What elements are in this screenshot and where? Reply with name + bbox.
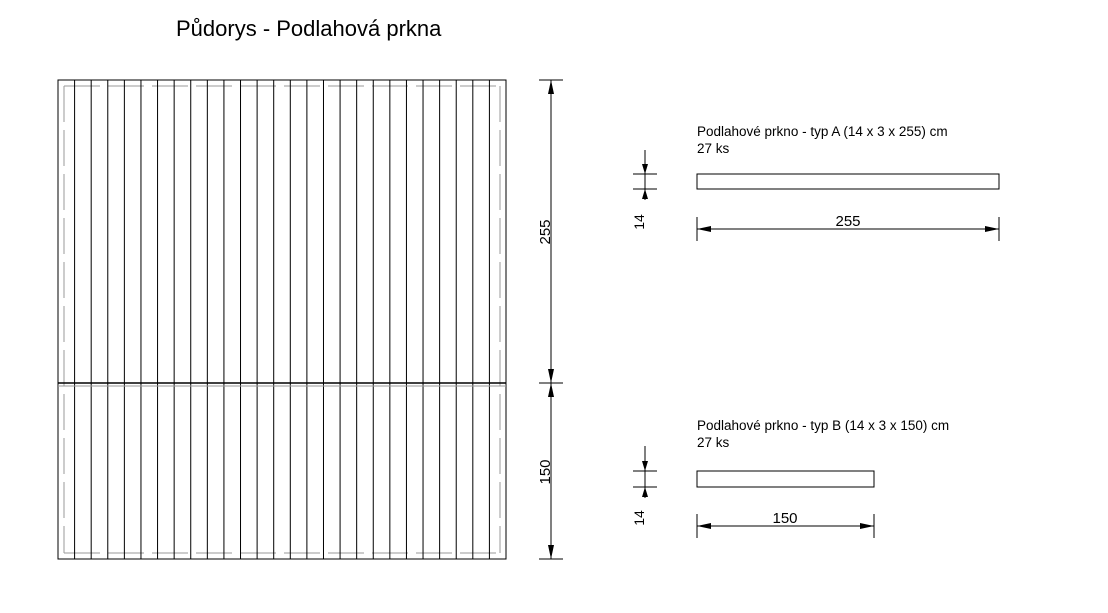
plan-vertical-dimension: [537, 80, 563, 559]
plan-dim-upper: 255: [537, 219, 554, 245]
board-b-count: 27 ks: [697, 435, 730, 450]
board-b-length-dim: 150: [772, 510, 798, 527]
plan-dim-lower: 150: [537, 459, 554, 485]
board-b-detail: [631, 418, 949, 538]
board-a-length-dim: 255: [835, 213, 861, 230]
board-a-detail: [631, 124, 999, 241]
plank-lines: [75, 80, 490, 559]
board-a-shape: [697, 174, 999, 189]
board-b-width-dim: 14: [631, 510, 647, 526]
drawing-title: Půdorys - Podlahová prkna: [176, 16, 442, 41]
plan-view: [58, 80, 506, 559]
board-a-label: Podlahové prkno - typ A (14 x 3 x 255) cm: [697, 124, 948, 139]
board-a-width-dim: 14: [631, 214, 647, 230]
plan-hidden-lines: [64, 86, 500, 553]
board-a-count: 27 ks: [697, 141, 730, 156]
board-b-label: Podlahové prkno - typ B (14 x 3 x 150) cm: [697, 418, 950, 433]
plan-outline: [58, 80, 506, 559]
board-b-shape: [697, 471, 874, 487]
